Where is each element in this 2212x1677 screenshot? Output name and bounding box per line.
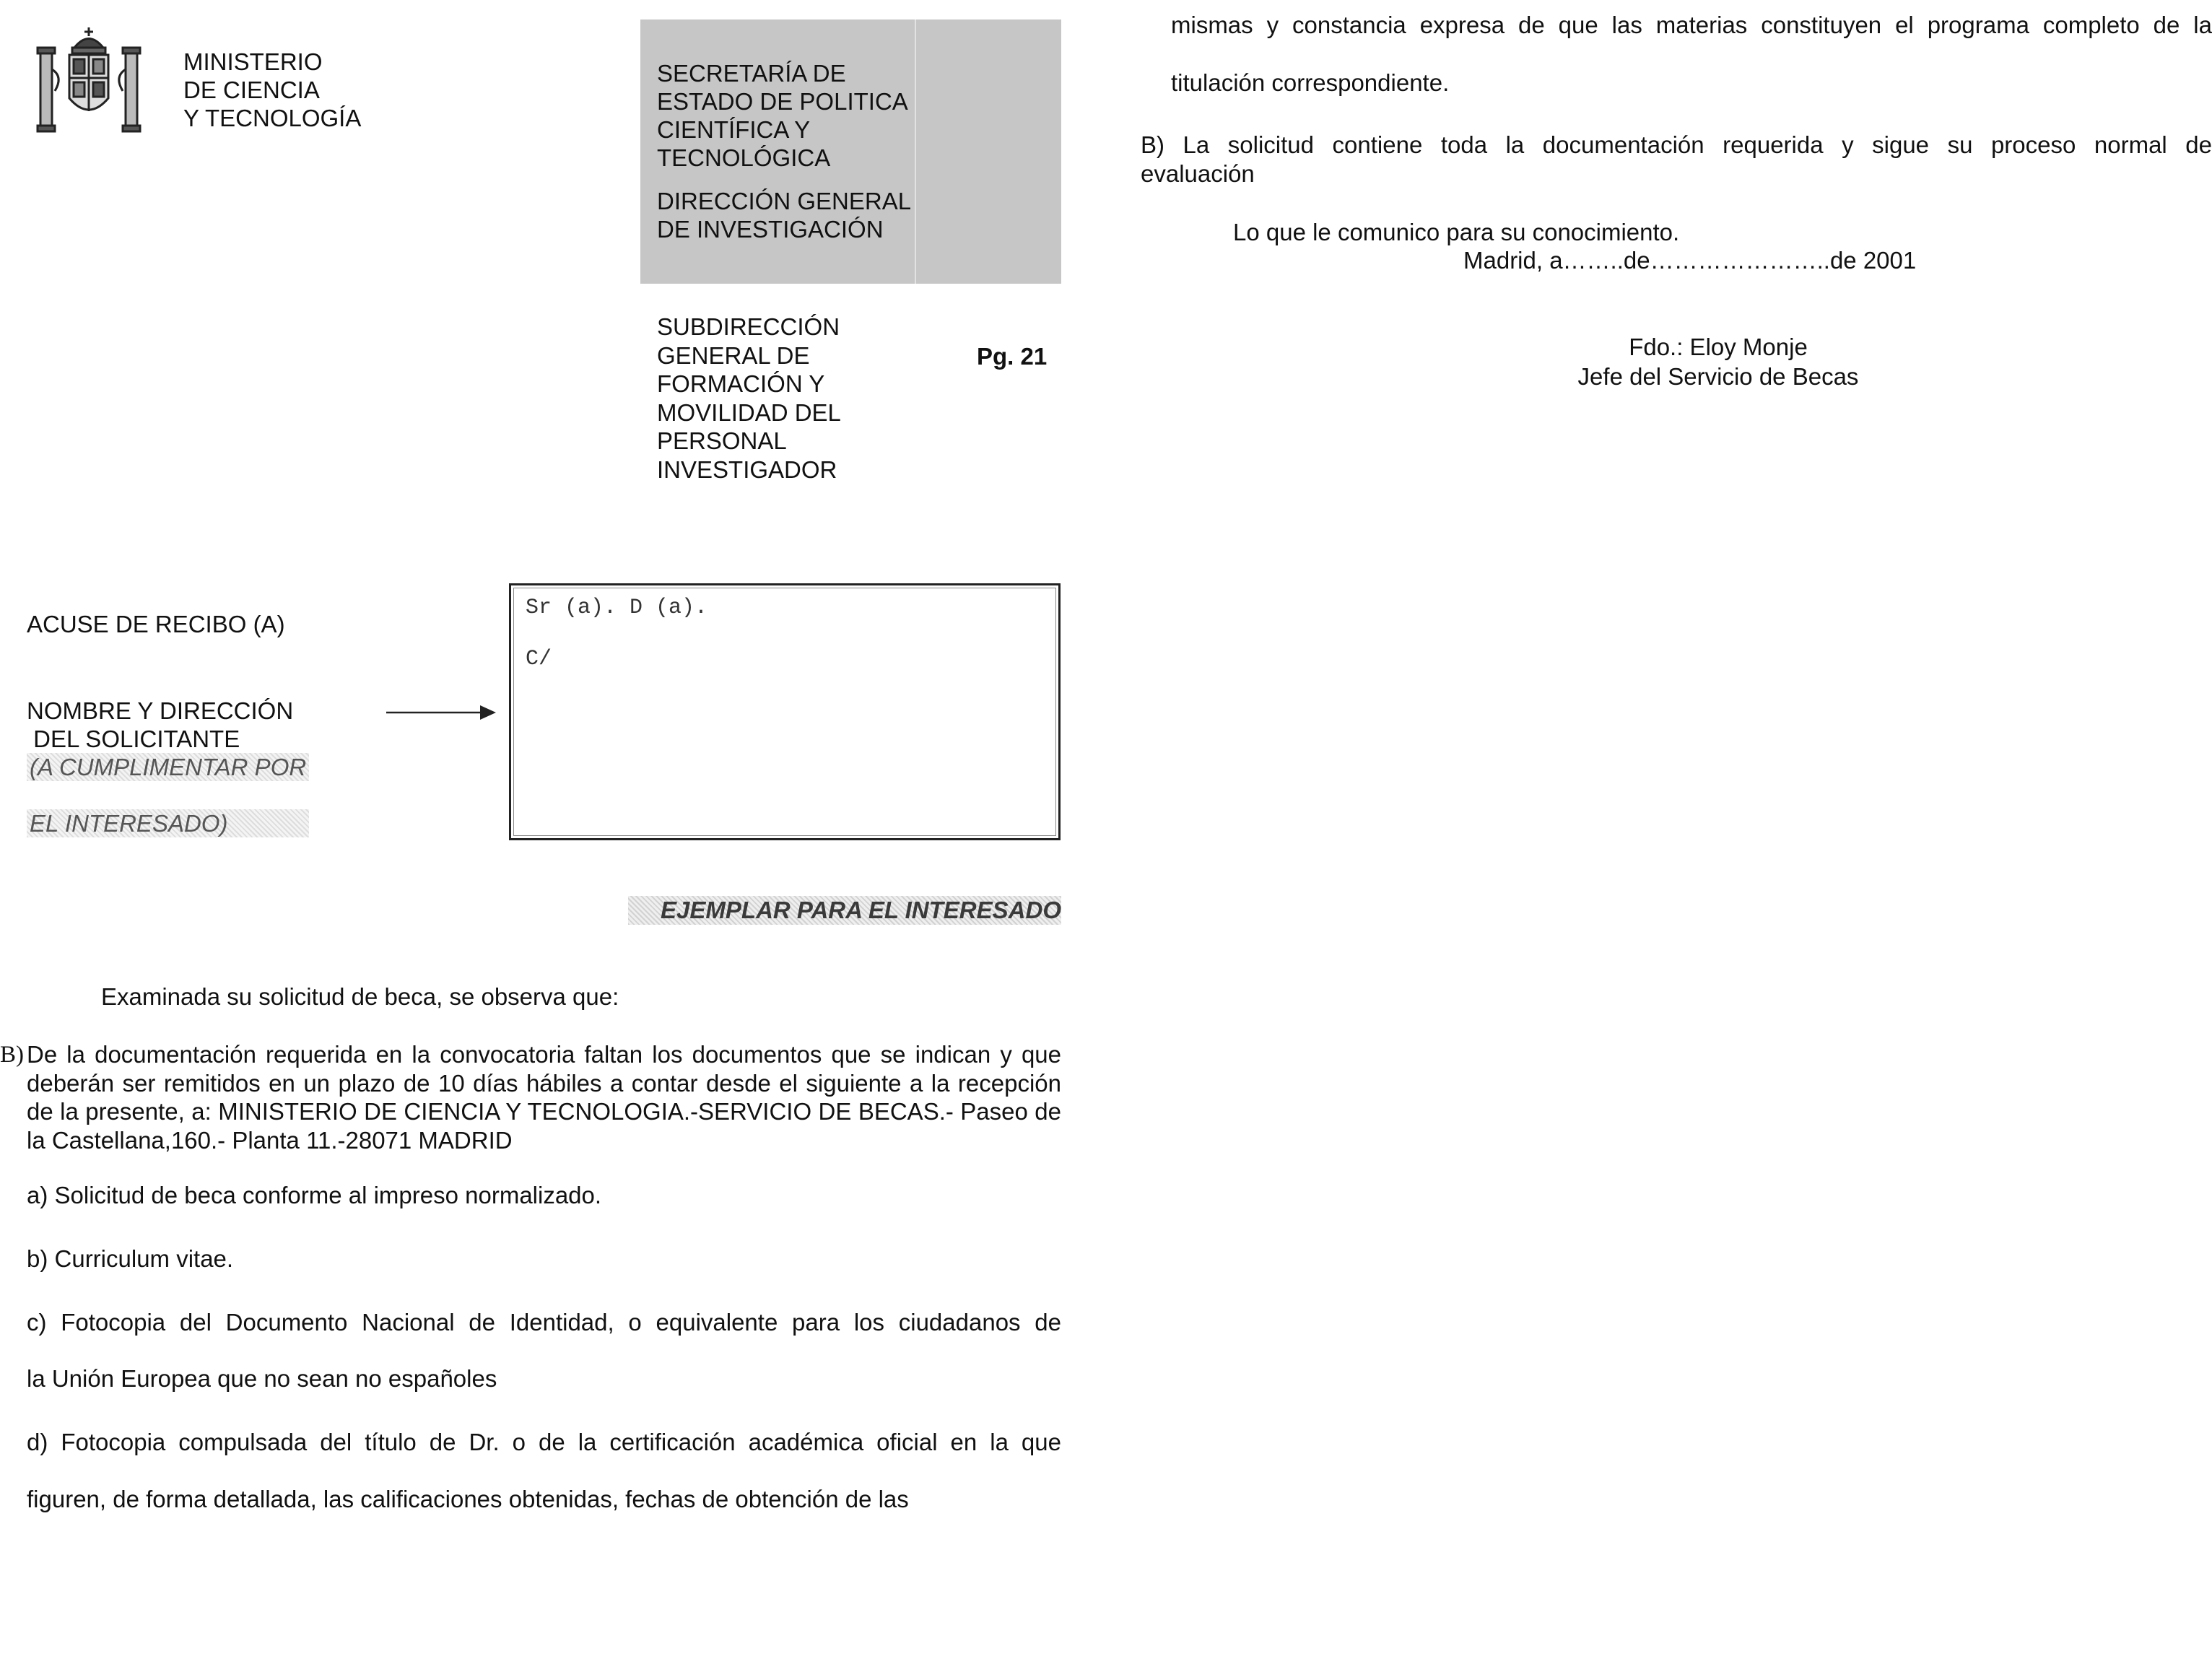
address-street: C/ <box>526 647 552 671</box>
fill-by-applicant-note: (A CUMPLIMENTAR POR <box>27 753 309 781</box>
continuation-line2: titulación correspondiente. <box>1171 69 1450 96</box>
page-number: Pg. 21 <box>977 343 1048 370</box>
item-c-line2: la Unión Europea que no sean no españoles <box>27 1365 497 1392</box>
item-d-line1: d) Fotocopia compulsada del título de Dr. o de la certificación académica oficial en la que <box>27 1429 1061 1455</box>
date-line: Madrid, a……..de…………………..de 2001 <box>1463 247 1917 274</box>
item-c-line1: c) Fotocopia del Documento Nacional de Identidad, o equivalente para los ciudadanos de <box>27 1309 1061 1336</box>
item-d-line2: figuren, de forma detallada, las calificaciones obtenidas, fechas de obtención de las <box>27 1486 909 1512</box>
subdireccion-heading: SUBDIRECCIÓN GENERAL DE FORMACIÓN Y MOVILIDAD DEL PERSONAL INVESTIGADOR <box>657 313 841 483</box>
acuse-label: ACUSE DE RECIBO (A) <box>27 611 285 637</box>
coat-of-arms-icon <box>35 26 143 136</box>
paragraph-b-complete: B) La solicitud contiene toda la documentación requerida y sigue su proceso normal de evaluación <box>1141 131 2212 187</box>
address-salutation: Sr (a). D (a). <box>526 596 708 620</box>
signer-name: Fdo.: Eloy Monje <box>1629 334 1808 360</box>
fill-by-applicant-note-2: EL INTERESADO) <box>27 809 309 837</box>
signer-title: Jefe del Servicio de Becas <box>1577 363 1859 390</box>
item-a: a) Solicitud de beca conforme al impreso normalizado. <box>27 1182 602 1208</box>
missing-documents-paragraph: De la documentación requerida en la convocatoria faltan los documentos que se indican y que deberán ser remitidos en un plazo de 10 días hábiles a contar desde el siguiente a la recepción de la presente, a: MINISTERIO DE CIENCIA Y TECNOLOGIA.-SERVICIO DE BECAS.- Paseo de la Castellana,160.- Planta 11.-28071 MADRID <box>27 1041 1061 1154</box>
paragraph-b-label: B) <box>0 1042 24 1068</box>
applicant-name-label: NOMBRE Y DIRECCIÓN DEL SOLICITANTE (A CUMPLIMENTAR POR EL INTERESADO) <box>27 697 309 837</box>
item-b: b) Curriculum vitae. <box>27 1245 234 1272</box>
continuation-line1: mismas y constancia expresa de que las materias constituyen el programa completo de la <box>1171 12 2212 38</box>
arrow-right-icon <box>386 702 496 723</box>
intro-text: Examinada su solicitud de beca, se observa que: <box>101 983 619 1010</box>
closing-statement: Lo que le comunico para su conocimiento. <box>1233 219 1680 245</box>
copy-for-applicant-label: EJEMPLAR PARA EL INTERESADO <box>628 896 1061 925</box>
direccion-heading: DIRECCIÓN GENERAL DE INVESTIGACIÓN <box>657 188 912 243</box>
signature-block <box>1480 332 1956 391</box>
secretaria-heading: SECRETARÍA DE ESTADO DE POLITICA CIENTÍFICA Y TECNOLÓGICA <box>657 60 908 171</box>
ministry-name: MINISTERIO DE CIENCIA Y TECNOLOGÍA <box>183 48 362 131</box>
